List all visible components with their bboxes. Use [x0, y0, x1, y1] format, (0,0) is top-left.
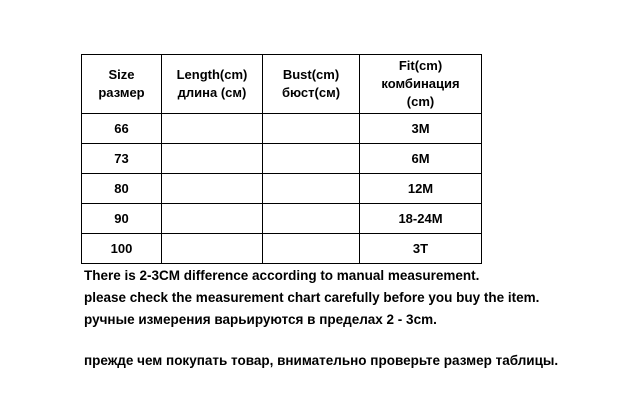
header-bust-ru: бюст(см): [281, 85, 341, 100]
cell-size: 90: [82, 204, 162, 234]
header-fit-unit: (cm): [406, 94, 435, 109]
table-row: [82, 204, 482, 234]
cell-length: [162, 204, 263, 234]
cell-fit: 6M: [360, 144, 482, 174]
header-bust: [263, 55, 360, 114]
cell-size: 66: [82, 114, 162, 144]
cell-bust: [263, 174, 360, 204]
notes-spacer: [84, 331, 584, 350]
cell-length: [162, 144, 263, 174]
header-size-ru: размер: [98, 85, 145, 100]
header-length: [162, 55, 263, 114]
table-row: [82, 174, 482, 204]
cell-size: 80: [82, 174, 162, 204]
table-row: [82, 144, 482, 174]
header-size-en: Size: [108, 67, 135, 82]
size-chart-table: [81, 54, 482, 264]
measurement-notes: [84, 265, 584, 372]
table-header-row: [82, 55, 482, 114]
table-row: [82, 114, 482, 144]
header-fit-en: Fit(cm): [398, 58, 443, 73]
cell-size: 73: [82, 144, 162, 174]
header-bust-en: Bust(cm): [282, 67, 340, 82]
header-length-en: Length(cm): [176, 67, 248, 82]
cell-fit: 18-24M: [360, 204, 482, 234]
cell-length: [162, 234, 263, 264]
cell-length: [162, 174, 263, 204]
cell-bust: [263, 234, 360, 264]
note-difference: There is 2-3CM difference according to manual measurement.: [84, 268, 480, 283]
cell-bust: [263, 144, 360, 174]
table-row: [82, 234, 482, 264]
cell-length: [162, 114, 263, 144]
cell-bust: [263, 114, 360, 144]
note-manual-measure-ru: ручные измерения варьируются в пределах 2 - 3cm.: [84, 312, 437, 327]
note-check-size-ru: прежде чем покупать товар, внимательно проверьте размер таблицы.: [84, 353, 559, 368]
cell-fit: 12M: [360, 174, 482, 204]
header-fit: [360, 55, 482, 114]
header-fit-ru: комбинация: [381, 76, 460, 91]
note-check-chart: please check the measurement chart carefully before you buy the item.: [84, 290, 540, 305]
header-length-ru: длина (см): [177, 85, 247, 100]
cell-fit: 3T: [360, 234, 482, 264]
cell-size: 100: [82, 234, 162, 264]
cell-bust: [263, 204, 360, 234]
cell-fit: 3M: [360, 114, 482, 144]
header-size: [82, 55, 162, 114]
